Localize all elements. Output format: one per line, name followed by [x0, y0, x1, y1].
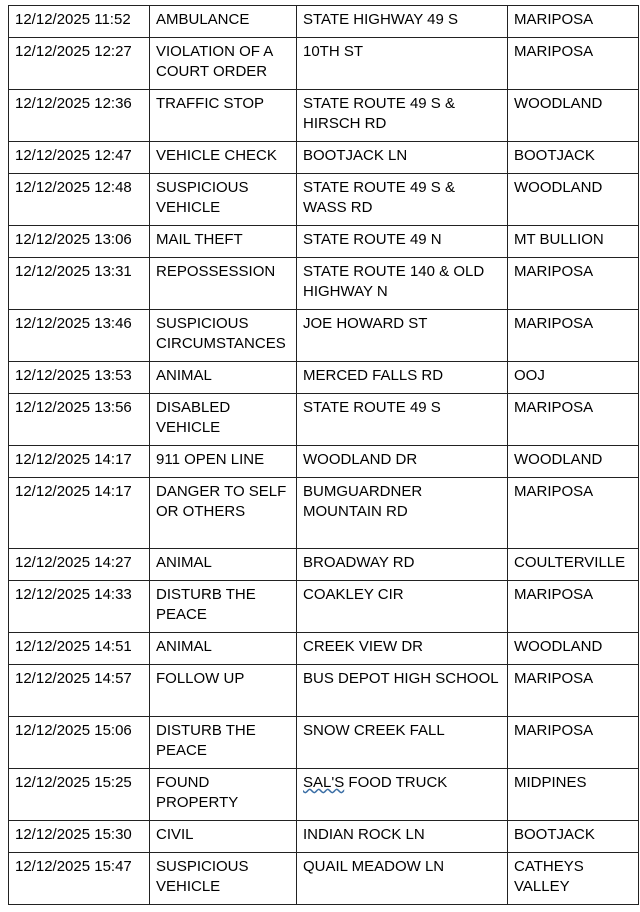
- call-area-cell: [508, 258, 639, 310]
- call-type-text: FOLLOW UP: [156, 670, 245, 687]
- call-location-cell: [297, 821, 508, 853]
- dispatch-log-table: [8, 5, 639, 905]
- call-time-cell: [9, 394, 150, 446]
- call-type-text: AMBULANCE: [156, 11, 250, 28]
- dispatch-log-body: [9, 6, 639, 905]
- call-time-text: 12/12/2025 13:53: [15, 367, 132, 384]
- table-row: [9, 769, 639, 821]
- call-time-cell: [9, 665, 150, 717]
- call-time-text: 12/12/2025 15:06: [15, 722, 132, 739]
- call-type-text: SUSPICIOUS VEHICLE: [156, 858, 249, 895]
- call-time-text: 12/12/2025 15:25: [15, 774, 132, 791]
- call-location-cell: [297, 310, 508, 362]
- call-area-cell: [508, 633, 639, 665]
- call-location-cell: [297, 90, 508, 142]
- call-type-cell: [150, 665, 297, 717]
- call-area-cell: [508, 226, 639, 258]
- call-area-cell: [508, 821, 639, 853]
- call-time-cell: [9, 38, 150, 90]
- call-location-cell: [297, 665, 508, 717]
- call-type-cell: [150, 362, 297, 394]
- call-time-cell: [9, 142, 150, 174]
- call-time-cell: [9, 446, 150, 478]
- call-type-cell: [150, 717, 297, 769]
- call-time-text: 12/12/2025 12:47: [15, 147, 132, 164]
- call-time-cell: [9, 174, 150, 226]
- table-row: [9, 310, 639, 362]
- call-area-cell: [508, 38, 639, 90]
- call-location-text: QUAIL MEADOW LN: [303, 858, 445, 875]
- call-type-text: MAIL THEFT: [156, 231, 243, 248]
- call-time-text: 12/12/2025 12:36: [15, 95, 132, 112]
- call-location-text: CREEK VIEW DR: [303, 638, 424, 655]
- call-area-cell: [508, 394, 639, 446]
- call-type-cell: [150, 769, 297, 821]
- call-area-cell: [508, 665, 639, 717]
- call-type-cell: [150, 853, 297, 905]
- call-area-cell: [508, 549, 639, 581]
- call-type-text: DISTURB THE PEACE: [156, 722, 256, 759]
- call-location-text: STATE ROUTE 140 & OLD HIGHWAY N: [303, 263, 485, 300]
- call-location-cell: [297, 446, 508, 478]
- call-type-cell: [150, 581, 297, 633]
- call-location-text: STATE ROUTE 49 S: [303, 399, 441, 416]
- call-location-text: MERCED FALLS RD: [303, 367, 444, 384]
- call-type-cell: [150, 633, 297, 665]
- call-time-cell: [9, 853, 150, 905]
- table-row: [9, 90, 639, 142]
- call-type-text: CIVIL: [156, 826, 194, 843]
- call-location-text: JOE HOWARD ST: [303, 315, 428, 332]
- call-location-cell: [297, 394, 508, 446]
- table-row: [9, 633, 639, 665]
- call-area-text: MT BULLION: [514, 231, 604, 248]
- call-location-text: STATE HIGHWAY 49 S: [303, 11, 459, 28]
- call-time-cell: [9, 362, 150, 394]
- call-location-cell: [297, 769, 508, 821]
- table-row: [9, 394, 639, 446]
- call-type-cell: [150, 310, 297, 362]
- call-area-text: WOODLAND: [514, 451, 603, 468]
- call-location-text: WOODLAND DR: [303, 451, 418, 468]
- call-location-text: 10TH ST: [303, 43, 364, 60]
- call-type-cell: [150, 90, 297, 142]
- call-type-cell: [150, 258, 297, 310]
- call-type-text: DISABLED VEHICLE: [156, 399, 231, 436]
- call-time-text: 12/12/2025 13:56: [15, 399, 132, 416]
- call-area-cell: [508, 853, 639, 905]
- call-type-cell: [150, 174, 297, 226]
- call-time-cell: [9, 258, 150, 310]
- call-location-text: STATE ROUTE 49 S & WASS RD: [303, 179, 455, 216]
- call-time-cell: [9, 478, 150, 549]
- call-time-cell: [9, 581, 150, 633]
- table-row: [9, 38, 639, 90]
- call-location-cell: [297, 717, 508, 769]
- call-area-cell: [508, 310, 639, 362]
- call-area-text: CATHEYS VALLEY: [514, 858, 584, 895]
- call-time-text: 12/12/2025 14:17: [15, 483, 132, 500]
- call-type-cell: [150, 6, 297, 38]
- call-location-cell: [297, 6, 508, 38]
- call-location-text: BUMGUARDNER MOUNTAIN RD: [303, 483, 423, 520]
- call-location-text: BROADWAY RD: [303, 554, 415, 571]
- call-area-cell: [508, 142, 639, 174]
- call-type-text: SUSPICIOUS VEHICLE: [156, 179, 249, 216]
- call-type-cell: [150, 821, 297, 853]
- call-location-text: STATE ROUTE 49 S & HIRSCH RD: [303, 95, 455, 132]
- call-type-cell: [150, 394, 297, 446]
- call-area-text: MARIPOSA: [514, 43, 594, 60]
- call-time-cell: [9, 717, 150, 769]
- call-time-text: 12/12/2025 13:46: [15, 315, 132, 332]
- table-row: [9, 258, 639, 310]
- call-time-text: 12/12/2025 14:17: [15, 451, 132, 468]
- call-type-cell: [150, 38, 297, 90]
- call-time-text: 12/12/2025 11:52: [15, 11, 131, 28]
- call-time-cell: [9, 633, 150, 665]
- table-row: [9, 821, 639, 853]
- call-type-cell: [150, 226, 297, 258]
- call-area-text: MARIPOSA: [514, 483, 594, 500]
- call-location-text: SAL'S FOOD TRUCK: [303, 774, 448, 791]
- call-area-cell: [508, 769, 639, 821]
- call-time-text: 12/12/2025 15:30: [15, 826, 132, 843]
- call-location-cell: [297, 226, 508, 258]
- table-row: [9, 446, 639, 478]
- table-row: [9, 717, 639, 769]
- call-type-text: ANIMAL: [156, 638, 212, 655]
- call-time-text: 12/12/2025 12:27: [15, 43, 132, 60]
- call-time-text: 12/12/2025 14:51: [15, 638, 132, 655]
- call-time-cell: [9, 6, 150, 38]
- call-type-text: ANIMAL: [156, 554, 212, 571]
- call-area-text: MARIPOSA: [514, 722, 594, 739]
- table-row: [9, 226, 639, 258]
- call-area-cell: [508, 446, 639, 478]
- call-time-cell: [9, 769, 150, 821]
- call-type-text: VIOLATION OF A COURT ORDER: [156, 43, 273, 80]
- call-location-cell: [297, 853, 508, 905]
- call-area-text: MIDPINES: [514, 774, 587, 791]
- call-area-cell: [508, 478, 639, 549]
- call-type-cell: [150, 549, 297, 581]
- table-row: [9, 174, 639, 226]
- call-location-text: COAKLEY CIR: [303, 586, 404, 603]
- table-row: [9, 665, 639, 717]
- call-area-text: BOOTJACK: [514, 147, 595, 164]
- call-location-text: BUS DEPOT HIGH SCHOOL: [303, 670, 499, 687]
- call-type-cell: [150, 142, 297, 174]
- table-row: [9, 142, 639, 174]
- spellcheck-marked-word: SAL'S: [303, 774, 345, 791]
- call-area-text: BOOTJACK: [514, 826, 595, 843]
- table-row: [9, 853, 639, 905]
- call-location-cell: [297, 581, 508, 633]
- call-area-text: MARIPOSA: [514, 315, 594, 332]
- call-time-cell: [9, 90, 150, 142]
- call-area-text: OOJ: [514, 367, 545, 384]
- table-row: [9, 549, 639, 581]
- call-location-cell: [297, 362, 508, 394]
- call-area-text: COULTERVILLE: [514, 554, 626, 571]
- call-location-cell: [297, 142, 508, 174]
- call-area-text: MARIPOSA: [514, 399, 594, 416]
- table-row: [9, 362, 639, 394]
- call-time-cell: [9, 310, 150, 362]
- call-area-text: MARIPOSA: [514, 670, 594, 687]
- call-time-text: 12/12/2025 14:27: [15, 554, 132, 571]
- call-area-cell: [508, 717, 639, 769]
- call-type-text: 911 OPEN LINE: [156, 451, 265, 468]
- call-location-cell: [297, 549, 508, 581]
- call-location-cell: [297, 174, 508, 226]
- call-area-text: MARIPOSA: [514, 586, 594, 603]
- call-type-text: VEHICLE CHECK: [156, 147, 277, 164]
- call-area-text: MARIPOSA: [514, 263, 594, 280]
- call-area-text: WOODLAND: [514, 179, 603, 196]
- call-area-cell: [508, 581, 639, 633]
- call-location-cell: [297, 38, 508, 90]
- call-type-cell: [150, 478, 297, 549]
- call-type-text: DISTURB THE PEACE: [156, 586, 256, 623]
- call-time-cell: [9, 226, 150, 258]
- call-location-text: BOOTJACK LN: [303, 147, 408, 164]
- call-time-text: 12/12/2025 14:33: [15, 586, 132, 603]
- call-type-text: REPOSSESSION: [156, 263, 276, 280]
- call-location-text: INDIAN ROCK LN: [303, 826, 425, 843]
- call-area-text: MARIPOSA: [514, 11, 594, 28]
- call-time-text: 12/12/2025 14:57: [15, 670, 132, 687]
- call-location-text: STATE ROUTE 49 N: [303, 231, 442, 248]
- call-time-cell: [9, 549, 150, 581]
- call-area-text: WOODLAND: [514, 95, 603, 112]
- table-row: [9, 478, 639, 549]
- call-time-cell: [9, 821, 150, 853]
- call-time-text: 12/12/2025 13:31: [15, 263, 132, 280]
- call-area-cell: [508, 362, 639, 394]
- table-row: [9, 6, 639, 38]
- call-location-cell: [297, 258, 508, 310]
- table-row: [9, 581, 639, 633]
- call-type-text: SUSPICIOUS CIRCUMSTANCES: [156, 315, 286, 352]
- call-type-cell: [150, 446, 297, 478]
- call-area-text: WOODLAND: [514, 638, 603, 655]
- call-time-text: 12/12/2025 13:06: [15, 231, 132, 248]
- call-area-cell: [508, 174, 639, 226]
- call-type-text: FOUND PROPERTY: [156, 774, 239, 811]
- call-area-cell: [508, 90, 639, 142]
- call-area-cell: [508, 6, 639, 38]
- call-time-text: 12/12/2025 12:48: [15, 179, 132, 196]
- call-location-cell: [297, 478, 508, 549]
- call-type-text: DANGER TO SELF OR OTHERS: [156, 483, 287, 520]
- call-time-text: 12/12/2025 15:47: [15, 858, 132, 875]
- call-type-text: TRAFFIC STOP: [156, 95, 265, 112]
- call-type-text: ANIMAL: [156, 367, 212, 384]
- call-location-text: SNOW CREEK FALL: [303, 722, 445, 739]
- call-location-cell: [297, 633, 508, 665]
